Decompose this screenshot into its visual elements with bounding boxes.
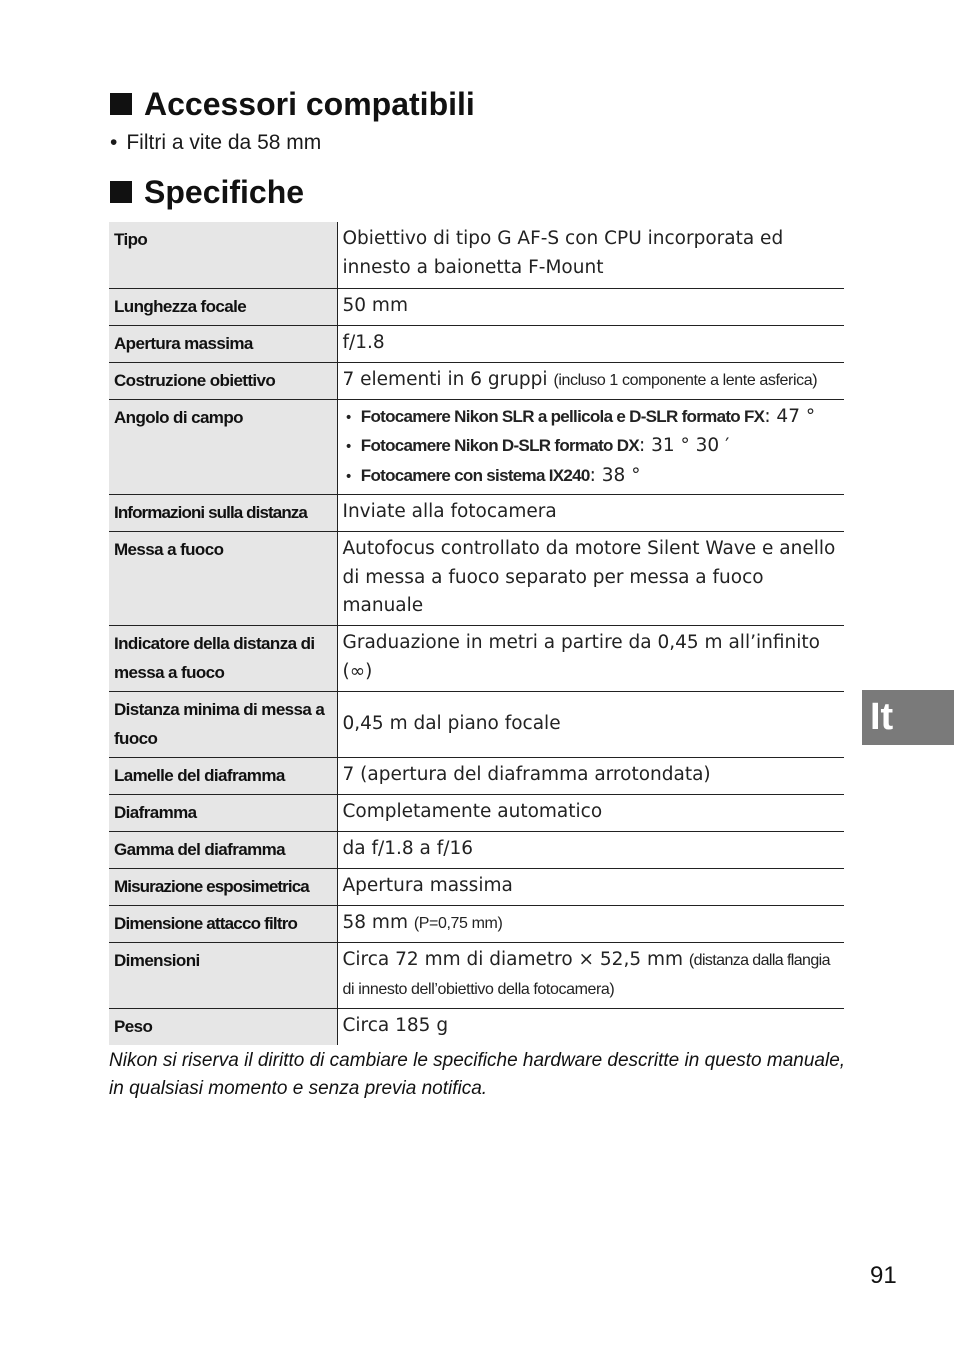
row-label: Informazioni sulla distanza (109, 495, 337, 532)
row-label: Apertura massima (109, 325, 337, 362)
row-label: Diaframma (109, 795, 337, 832)
row-value: Apertura massima (337, 869, 844, 906)
row-value: 7 (apertura del diaframma arrotondata) (337, 758, 844, 795)
row-value: 50 mm (337, 288, 844, 325)
row-value: 0,45 m dal piano focale (337, 692, 844, 758)
accessories-list (110, 130, 321, 156)
dimensions-note-a: (distanza dalla flangia (688, 952, 830, 969)
specs-title: Specifiche (144, 174, 305, 210)
filter-note: (P=0,75 mm) (413, 915, 503, 932)
specs-heading (110, 174, 304, 210)
angle-camera: Fotocamere Nikon SLR a pellicola e D-SLR formato FX (360, 406, 765, 426)
table-row (109, 758, 844, 795)
table-row (109, 906, 844, 943)
row-value (337, 362, 844, 399)
row-label: Dimensione attacco filtro (109, 906, 337, 943)
footnote: Nikon si riserva il diritto di cambiare le specifiche hardware descritte in questo manuale, in qualsiasi momento e senza previa notifica. (109, 1050, 846, 1099)
dimensions-value: Circa 72 mm di diametro × 52,5 mm (342, 949, 684, 970)
table-row (109, 325, 844, 362)
table-row (109, 288, 844, 325)
row-label: Lunghezza focale (109, 288, 337, 325)
row-label: Tipo (109, 222, 337, 288)
row-label: Costruzione obiettivo (109, 362, 337, 399)
table-row (109, 222, 844, 288)
filter-value: 58 mm (342, 912, 408, 933)
table-row (109, 362, 844, 399)
row-value (337, 906, 844, 943)
row-value: Circa 185 g (342, 1015, 449, 1036)
list-item (343, 403, 841, 433)
square-bullet-icon (110, 93, 132, 115)
row-value: Obiettivo di tipo G AF-S con CPU incorporata ed innesto a baionetta F-Mount (337, 222, 844, 288)
row-label: Peso (109, 1009, 337, 1045)
table-row (109, 943, 844, 1009)
specs-table (109, 222, 844, 1045)
row-value (337, 943, 844, 1009)
table-row (109, 626, 844, 692)
row-value: Graduazione in metri a partire da 0,45 m all’infinito (∞) (337, 626, 844, 692)
language-tab: It (862, 690, 954, 745)
row-label: Misurazione esposimetrica (109, 869, 337, 906)
angle-camera: Fotocamere Nikon D-SLR formato DX (360, 436, 639, 455)
table-row (109, 495, 844, 532)
table-row (109, 399, 844, 495)
row-label: Lamelle del diaframma (109, 758, 337, 795)
construction-value: 7 elementi in 6 gruppi (342, 368, 548, 390)
dimensions-note-b: di innesto dell’obiettivo della fotocamera) (342, 980, 615, 998)
row-label: Distanza minima di messa a fuoco (109, 692, 337, 758)
angle-list (343, 403, 841, 492)
row-value: Completamente automatico (337, 795, 844, 832)
accessories-title: Accessori compatibili (144, 86, 475, 122)
list-item (343, 432, 841, 462)
table-row (109, 1009, 844, 1045)
row-value: da f/1.8 a f/16 (337, 832, 844, 869)
table-row (109, 832, 844, 869)
list-item: • Filtri a vite da 58 mm (110, 130, 321, 156)
row-value: f/1.8 (337, 325, 844, 362)
row-label: Dimensioni (109, 943, 337, 1009)
angle-value: : 31 ° 30 ′ (638, 435, 730, 456)
table-row (109, 532, 844, 626)
construction-note: (incluso 1 componente a lente asferica) (553, 371, 818, 389)
row-value: Inviate alla fotocamera (337, 495, 844, 532)
table-row (109, 869, 844, 906)
row-label: Messa a fuoco (109, 532, 337, 626)
row-label: Gamma del diaframma (109, 832, 337, 869)
angle-camera: Fotocamere con sistema IX240 (360, 465, 590, 485)
row-label: Angolo di campo (109, 399, 337, 495)
row-value (337, 399, 844, 495)
table-row (109, 692, 844, 758)
list-item (343, 462, 841, 492)
page-number: 91 (870, 1262, 897, 1289)
row-label: Indicatore della distanza di messa a fuoco (109, 626, 337, 692)
angle-value: : 38 ° (589, 464, 641, 486)
square-bullet-icon (110, 181, 132, 203)
accessories-heading (110, 86, 475, 122)
angle-value: : 47 ° (764, 405, 816, 427)
row-value: Autofocus controllato da motore Silent Wave e anello di messa a fuoco separato per messa a fuoco manuale (337, 532, 844, 626)
table-row (109, 795, 844, 832)
